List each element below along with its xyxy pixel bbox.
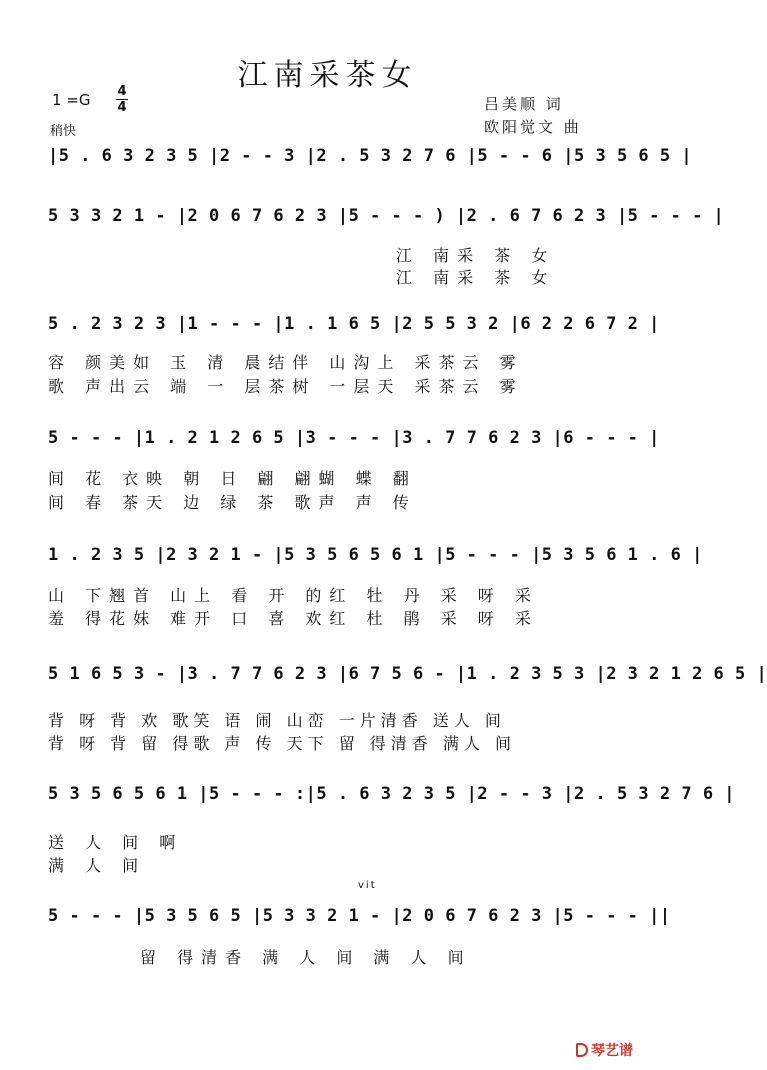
notation-line-1: |5 . 6 3 2 3 5 |2 - - 3 |2 . 5 3 2 7 6 |5 - - 6 |5 3 5 6 5 | bbox=[48, 146, 693, 166]
notation-line-4: 5 - - - |1 . 2 1 2 6 5 |3 - - - |3 . 7 7 6 2 3 |6 - - - | bbox=[48, 428, 660, 448]
lyricist-credit: 吕美顺 词 bbox=[484, 95, 564, 113]
lyric-line-4-verse-2: 间 春 茶天 边 绿 茶 歌声 声 传 bbox=[48, 493, 417, 512]
lyric-line-5-verse-2: 羞 得花妹 难开 口 喜 欢红 杜 鹃 采 呀 采 bbox=[48, 609, 539, 628]
key-signature: 1 =G bbox=[52, 91, 91, 109]
lyric-line-3-verse-1: 容 颜美如 玉 清 晨结伴 山沟上 采茶云 雾 bbox=[48, 353, 524, 372]
watermark-logo bbox=[576, 1040, 633, 1060]
notation-line-2: 5 3 3 2 1 - |2 0 6 7 6 2 3 |5 - - - ) |2 . 6 7 6 2 3 |5 - - - | bbox=[48, 206, 725, 226]
notation-line-8: 5 - - - |5 3 5 6 5 |5 3 3 2 1 - |2 0 6 7 6 2 3 |5 - - - || bbox=[48, 906, 671, 926]
lyric-line-4-verse-1: 间 花 衣映 朝 日 翩 翩蝴 蝶 翻 bbox=[48, 469, 417, 488]
lyric-line-2-verse-2: 江 南采 茶 女 bbox=[396, 268, 556, 287]
time-signature bbox=[116, 85, 128, 114]
notation-line-3: 5 . 2 3 2 3 |1 - - - |1 . 1 6 5 |2 5 5 3 2 |6 2 2 6 7 2 | bbox=[48, 314, 660, 334]
notation-line-6: 5 1 6 5 3 - |3 . 7 7 6 2 3 |6 7 5 6 - |1 . 2 3 5 3 |2 3 2 1 2 6 5 | bbox=[48, 664, 767, 684]
vit-marking: vit bbox=[358, 880, 377, 891]
lyric-line-7-verse-1: 送 人 间 啊 bbox=[48, 833, 184, 852]
lyric-line-2-verse-1: 江 南采 茶 女 bbox=[396, 246, 556, 265]
composer-credit: 欧阳觉文 曲 bbox=[484, 118, 582, 136]
lyric-line-3-verse-2: 歌 声出云 端 一 层茶树 一层天 采茶云 雾 bbox=[48, 377, 524, 396]
tempo-marking: 稍快 bbox=[50, 124, 77, 139]
time-signature-bottom: 4 bbox=[117, 100, 127, 115]
watermark-text: 琴艺谱 bbox=[591, 1043, 633, 1059]
notation-line-7: 5 3 5 6 5 6 1 |5 - - - :|5 . 6 3 2 3 5 |2 - - 3 |2 . 5 3 2 7 6 | bbox=[48, 784, 736, 804]
notation-line-5: 1 . 2 3 5 |2 3 2 1 - |5 3 5 6 5 6 1 |5 - - - |5 3 5 6 1 . 6 | bbox=[48, 545, 703, 565]
lyric-line-6-verse-1: 背 呀 背 欢 歌笑 语 闹 山峦 一片清香 送人 间 bbox=[48, 711, 506, 730]
time-signature-top: 4 bbox=[117, 84, 127, 99]
lyric-line-5-verse-1: 山 下翘首 山上 看 开 的红 牡 丹 采 呀 采 bbox=[48, 586, 539, 605]
qinyi-logo-icon bbox=[576, 1043, 588, 1057]
song-title: 江南采茶女 bbox=[237, 58, 418, 93]
lyric-line-7-verse-2: 满 人 间 bbox=[48, 856, 147, 875]
lyric-line-6-verse-2: 背 呀 背 留 得歌 声 传 天下 留 得清香 满人 间 bbox=[48, 734, 516, 753]
lyric-line-8: 留 得清香 满 人 间 满 人 间 bbox=[140, 948, 472, 967]
